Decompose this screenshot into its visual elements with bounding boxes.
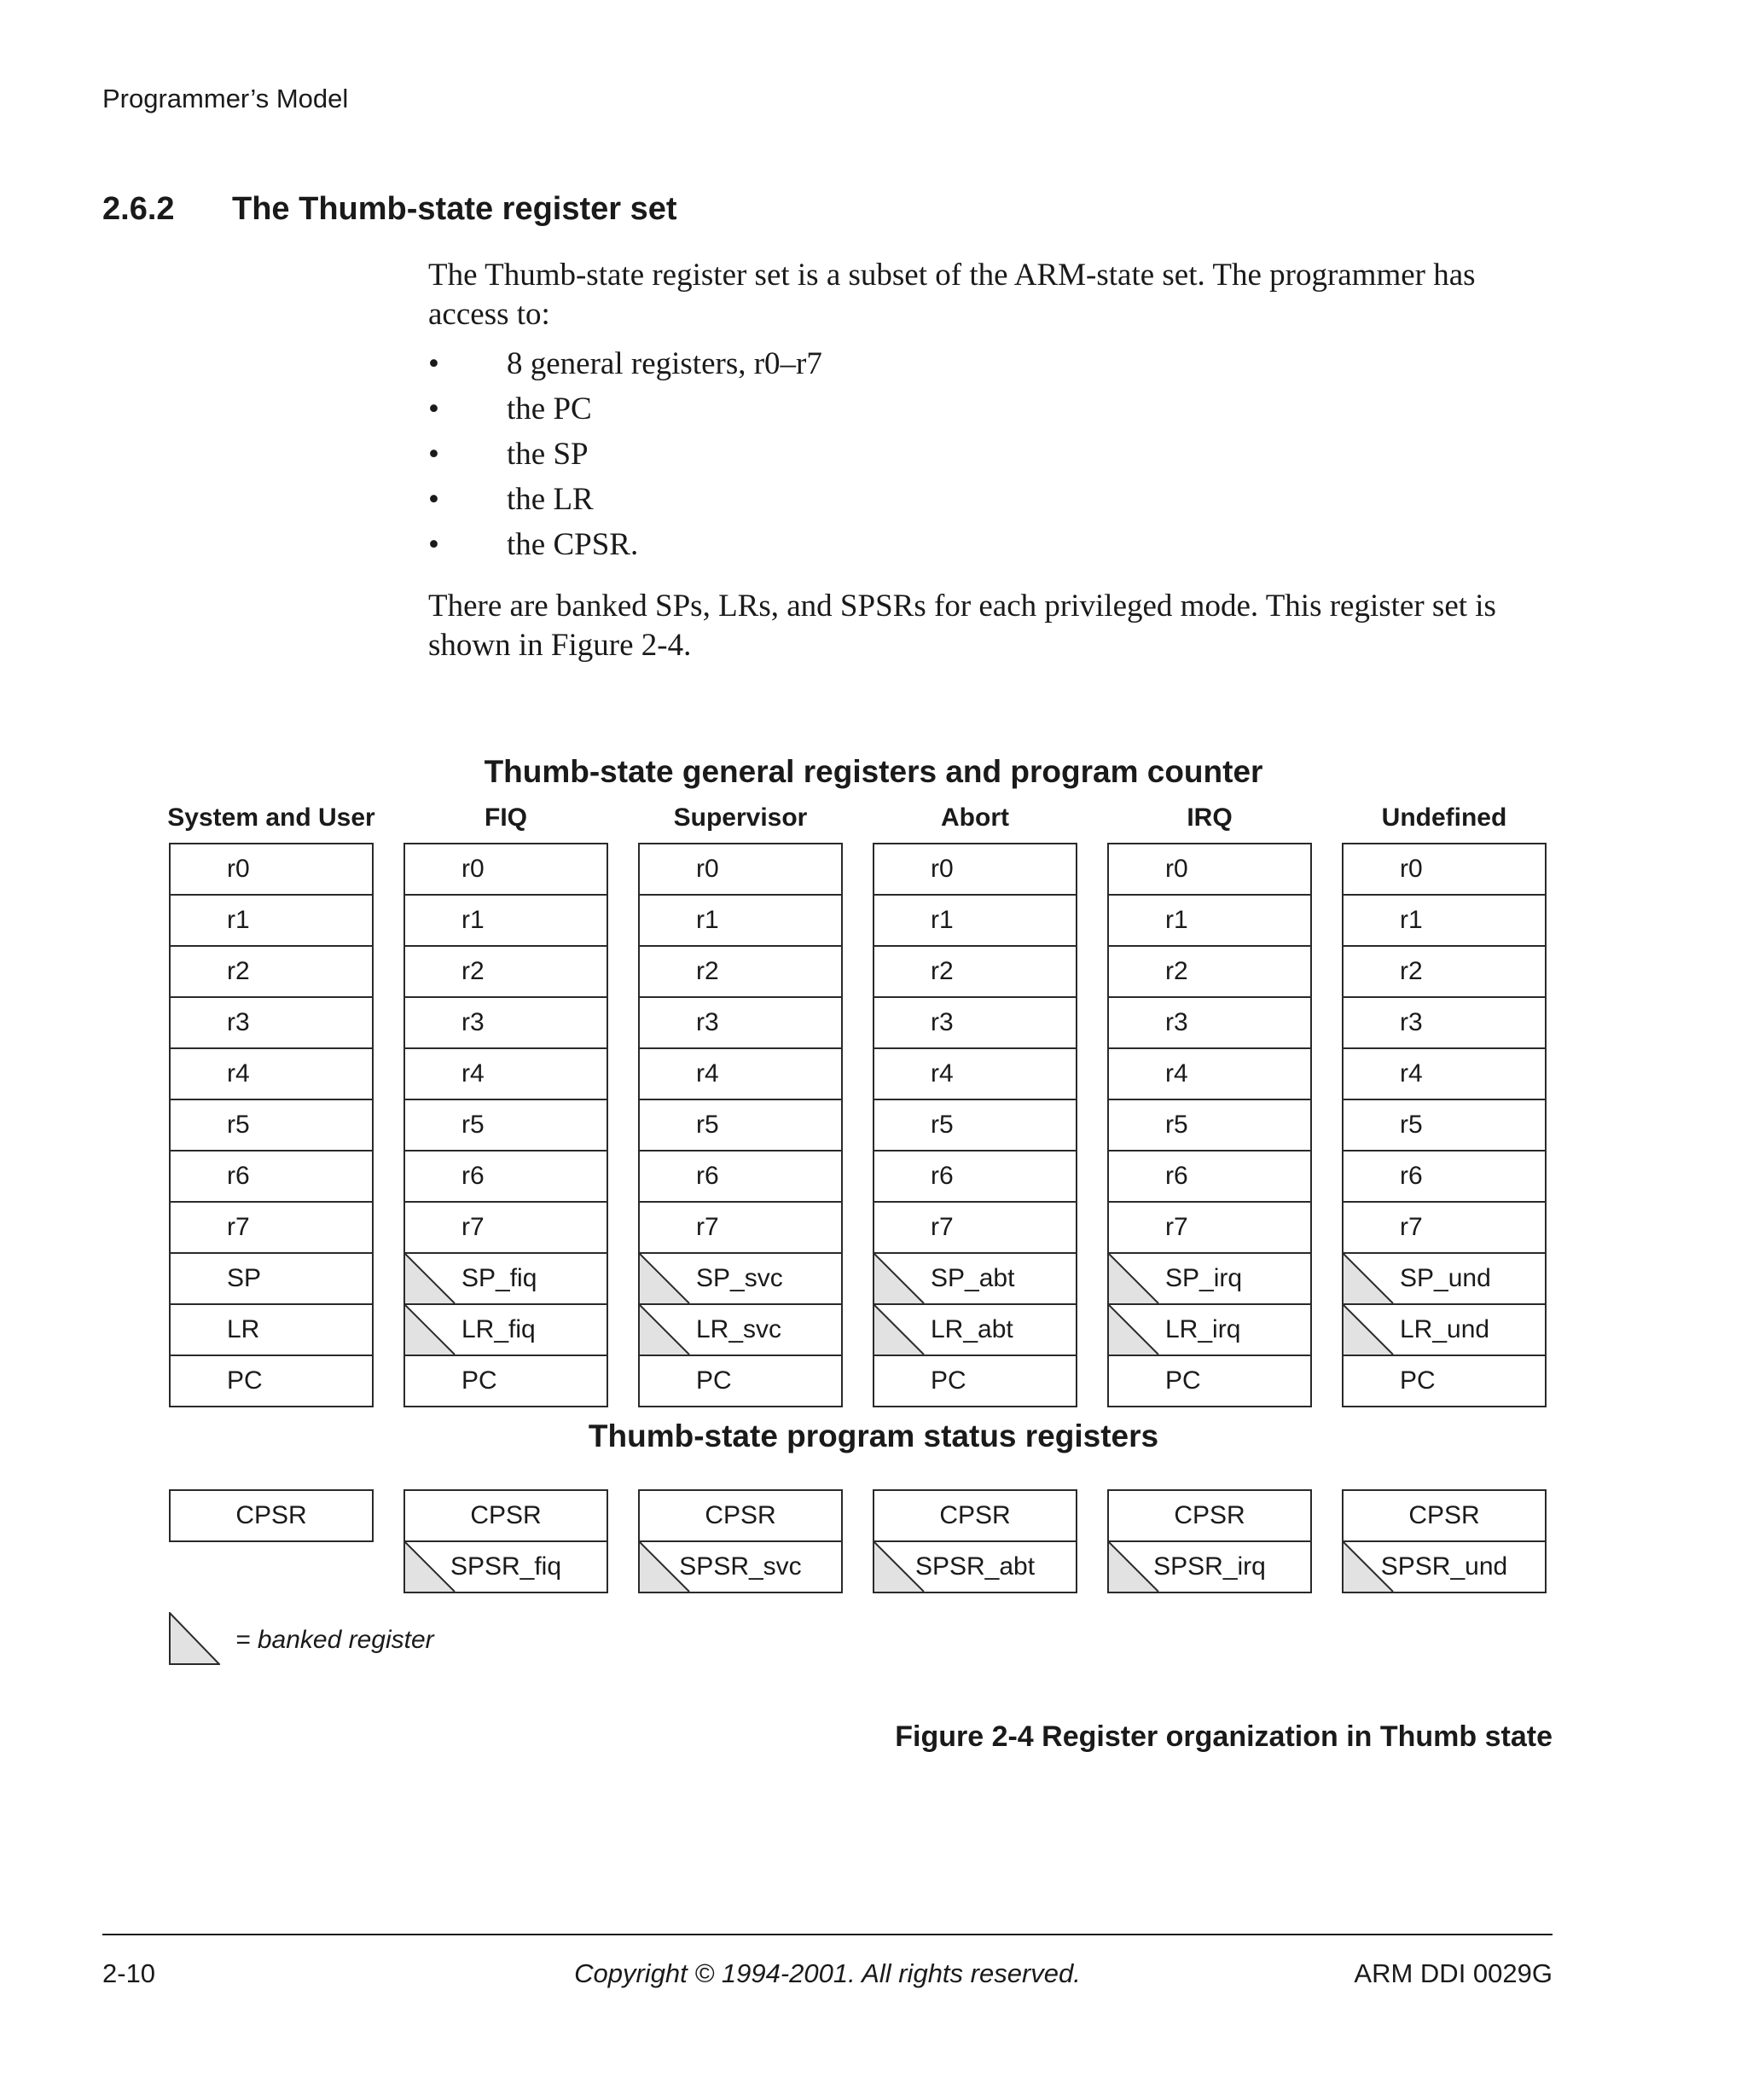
register-label: r6 — [227, 1162, 250, 1190]
register-label: r0 — [1165, 855, 1188, 883]
register-cell — [1109, 1203, 1310, 1254]
register-cell — [405, 1356, 607, 1406]
register-cell — [171, 1254, 372, 1305]
status-register-label: CPSR — [1174, 1501, 1245, 1529]
section-number: 2.6.2 — [102, 191, 175, 227]
register-cell — [405, 1254, 607, 1305]
register-cell — [1344, 1049, 1545, 1100]
register-label: r3 — [227, 1008, 250, 1036]
register-cell — [874, 1305, 1076, 1356]
register-label: LR_irq — [1165, 1315, 1241, 1343]
register-cell — [1344, 1203, 1545, 1254]
register-cell — [171, 844, 372, 896]
register-label: SP_abt — [931, 1264, 1015, 1292]
mode-header: System and User — [167, 803, 375, 832]
bullet-glyph: • — [428, 527, 439, 562]
register-column — [169, 843, 374, 1407]
register-cell — [1109, 1049, 1310, 1100]
bullet-glyph: • — [428, 346, 439, 381]
register-label: r4 — [227, 1059, 250, 1088]
figure-title-general: Thumb-state general registers and program counter — [484, 754, 1263, 789]
register-cell — [405, 1203, 607, 1254]
register-label: r0 — [696, 855, 719, 883]
register-cell — [171, 1049, 372, 1100]
figure-caption: Figure 2-4 Register organization in Thumb state — [895, 1720, 1553, 1753]
bullet-text: the LR — [507, 482, 594, 517]
register-cell — [171, 1152, 372, 1203]
register-cell — [640, 896, 841, 947]
register-label: r4 — [931, 1059, 954, 1088]
register-label: LR — [227, 1315, 260, 1343]
register-label: r2 — [931, 957, 954, 985]
legend-label: = banked register — [235, 1626, 434, 1654]
register-label: PC — [696, 1366, 732, 1395]
register-label: r6 — [1165, 1162, 1188, 1190]
mode-header: Abort — [941, 803, 1009, 832]
status-register-cell — [1109, 1542, 1310, 1592]
status-register-label: SPSR_und — [1380, 1552, 1508, 1581]
register-cell — [640, 1203, 841, 1254]
register-cell — [640, 1356, 841, 1406]
register-cell — [1344, 1356, 1545, 1406]
intro-paragraph: The Thumb-state register set is a subset of the ARM-state set. The programmer has access to: — [428, 258, 1476, 332]
register-label: PC — [1400, 1366, 1436, 1395]
register-label: r0 — [461, 855, 485, 883]
register-label: SP_fiq — [461, 1264, 537, 1292]
register-label: r7 — [227, 1213, 250, 1241]
register-cell — [1344, 896, 1545, 947]
register-label: SP_irq — [1165, 1264, 1243, 1292]
register-label: r5 — [227, 1111, 250, 1139]
banked-marker-icon — [405, 1254, 456, 1303]
register-cell — [874, 1203, 1076, 1254]
register-cell — [1344, 1254, 1545, 1305]
mode-header: IRQ — [1187, 803, 1233, 832]
bullet-glyph: • — [428, 482, 439, 517]
running-header: Programmer’s Model — [102, 84, 349, 113]
banked-marker-icon — [1344, 1254, 1395, 1303]
figure-title-status: Thumb-state program status registers — [588, 1418, 1159, 1453]
register-cell — [1344, 844, 1545, 896]
banked-register-icon — [169, 1612, 220, 1665]
bullet-list — [428, 341, 822, 567]
register-label: SP_und — [1400, 1264, 1491, 1292]
status-register-cell — [874, 1542, 1076, 1592]
register-label: r2 — [696, 957, 719, 985]
register-cell — [640, 1100, 841, 1152]
register-label: r3 — [696, 1008, 719, 1036]
register-cell — [171, 998, 372, 1049]
register-cell — [640, 1254, 841, 1305]
register-label: r1 — [696, 906, 719, 934]
register-label: r6 — [696, 1162, 719, 1190]
register-label: r1 — [461, 906, 485, 934]
register-cell — [874, 1356, 1076, 1406]
register-label: LR_abt — [931, 1315, 1013, 1343]
register-label: r4 — [1165, 1059, 1188, 1088]
register-cell — [874, 844, 1076, 896]
list-item — [428, 432, 822, 477]
register-label: r3 — [931, 1008, 954, 1036]
bullet-text: the PC — [507, 392, 592, 426]
register-column — [873, 843, 1077, 1407]
register-cell — [1109, 1305, 1310, 1356]
register-label: r1 — [1400, 906, 1423, 934]
register-cell — [405, 1100, 607, 1152]
status-register-label: CPSR — [470, 1501, 542, 1529]
register-label: r0 — [931, 855, 954, 883]
register-label: r5 — [1400, 1111, 1423, 1139]
register-label: r5 — [461, 1111, 485, 1139]
register-label: r3 — [1400, 1008, 1423, 1036]
register-label: PC — [931, 1366, 966, 1395]
register-label: r4 — [461, 1059, 485, 1088]
register-label: r2 — [1400, 957, 1423, 985]
register-cell — [640, 1049, 841, 1100]
status-register-label: SPSR_svc — [679, 1552, 802, 1581]
banked-marker-icon — [405, 1305, 456, 1355]
register-label: LR_fiq — [461, 1315, 536, 1343]
register-label: r1 — [1165, 906, 1188, 934]
status-register-cell — [640, 1491, 841, 1542]
register-label: r5 — [696, 1111, 719, 1139]
register-column — [638, 843, 843, 1407]
status-register-column — [638, 1489, 843, 1593]
register-label: r7 — [1400, 1213, 1423, 1241]
list-item — [428, 522, 822, 567]
register-label: r2 — [227, 957, 250, 985]
register-cell — [405, 844, 607, 896]
register-cell — [874, 1100, 1076, 1152]
copyright-notice: Copyright © 1994-2001. All rights reserved. — [574, 1958, 1081, 1988]
register-label: r4 — [1400, 1059, 1423, 1088]
register-cell — [874, 1049, 1076, 1100]
register-label: r2 — [1165, 957, 1188, 985]
status-register-cell — [1109, 1491, 1310, 1542]
status-register-cell — [640, 1542, 841, 1592]
register-cell — [405, 896, 607, 947]
section-title: The Thumb-state register set — [232, 191, 677, 227]
register-cell — [171, 1356, 372, 1406]
register-cell — [640, 1152, 841, 1203]
register-label: PC — [227, 1366, 263, 1395]
banked-marker-icon — [1109, 1542, 1160, 1592]
register-cell — [1344, 1305, 1545, 1356]
register-cell — [1109, 844, 1310, 896]
register-cell — [1344, 1152, 1545, 1203]
document-id: ARM DDI 0029G — [1354, 1958, 1553, 1988]
status-register-label: SPSR_fiq — [450, 1552, 562, 1581]
register-label: r3 — [461, 1008, 485, 1036]
register-label: r1 — [227, 906, 250, 934]
banked-marker-icon — [874, 1305, 926, 1355]
register-cell — [1109, 1152, 1310, 1203]
register-cell — [405, 1305, 607, 1356]
status-register-label: CPSR — [939, 1501, 1011, 1529]
status-register-column — [403, 1489, 608, 1593]
register-label: r3 — [1165, 1008, 1188, 1036]
register-cell — [1109, 947, 1310, 998]
register-cell — [640, 947, 841, 998]
footer-rule — [102, 1934, 1553, 1935]
register-cell — [171, 1100, 372, 1152]
status-register-cell — [1344, 1542, 1545, 1592]
register-label: r6 — [931, 1162, 954, 1190]
register-label: r6 — [1400, 1162, 1423, 1190]
status-register-label: SPSR_abt — [914, 1552, 1036, 1581]
register-cell — [1344, 1100, 1545, 1152]
banked-marker-icon — [1109, 1305, 1160, 1355]
register-column — [1342, 843, 1547, 1407]
register-label: r7 — [1165, 1213, 1188, 1241]
register-label: r7 — [696, 1213, 719, 1241]
register-cell — [171, 1203, 372, 1254]
status-register-column — [169, 1489, 374, 1542]
register-label: PC — [1165, 1366, 1201, 1395]
page-number: 2-10 — [102, 1958, 156, 1988]
register-cell — [405, 998, 607, 1049]
banked-marker-icon — [640, 1305, 691, 1355]
status-register-label: CPSR — [1408, 1501, 1480, 1529]
register-cell — [874, 947, 1076, 998]
register-label: r0 — [1400, 855, 1423, 883]
banked-marker-icon — [640, 1254, 691, 1303]
register-cell — [1109, 896, 1310, 947]
banked-marker-icon — [405, 1542, 456, 1592]
register-cell — [1109, 1356, 1310, 1406]
list-item — [428, 341, 822, 386]
register-label: SP_svc — [696, 1264, 783, 1292]
bullet-glyph: • — [428, 392, 439, 426]
mode-header: Undefined — [1381, 803, 1507, 832]
register-cell — [405, 1049, 607, 1100]
register-label: PC — [461, 1366, 497, 1395]
register-cell — [1109, 1254, 1310, 1305]
register-cell — [874, 998, 1076, 1049]
register-cell — [1344, 947, 1545, 998]
status-register-cell — [1344, 1491, 1545, 1542]
status-register-label: SPSR_irq — [1153, 1552, 1266, 1581]
register-cell — [874, 1254, 1076, 1305]
register-label: r5 — [1165, 1111, 1188, 1139]
status-register-label: CPSR — [705, 1501, 776, 1529]
bullet-text: the SP — [507, 437, 589, 472]
register-cell — [640, 1305, 841, 1356]
register-label: r7 — [461, 1213, 485, 1241]
section-heading — [102, 191, 677, 228]
register-label: r1 — [931, 906, 954, 934]
register-cell — [1109, 1100, 1310, 1152]
mode-header: FIQ — [485, 803, 527, 832]
register-label: r2 — [461, 957, 485, 985]
register-label: r4 — [696, 1059, 719, 1088]
register-label: LR_und — [1400, 1315, 1490, 1343]
banked-marker-icon — [874, 1254, 926, 1303]
status-register-cell — [405, 1542, 607, 1592]
register-label: r5 — [931, 1111, 954, 1139]
list-item — [428, 477, 822, 522]
register-column — [403, 843, 608, 1407]
register-cell — [640, 998, 841, 1049]
register-label: r7 — [931, 1213, 954, 1241]
status-register-cell — [171, 1491, 372, 1540]
outro-paragraph: There are banked SPs, LRs, and SPSRs for each privileged mode. This register set is shown in Figure 2-4. — [428, 589, 1496, 663]
register-cell — [171, 896, 372, 947]
register-cell — [405, 947, 607, 998]
register-cell — [874, 896, 1076, 947]
status-register-label: CPSR — [235, 1501, 307, 1529]
register-cell — [171, 1305, 372, 1356]
bullet-glyph: • — [428, 437, 439, 472]
register-cell — [640, 844, 841, 896]
register-column — [1107, 843, 1312, 1407]
register-cell — [171, 947, 372, 998]
bullet-text: the CPSR. — [507, 527, 639, 562]
status-register-column — [1342, 1489, 1547, 1593]
status-register-column — [1107, 1489, 1312, 1593]
bullet-text: 8 general registers, r0–r7 — [507, 346, 822, 381]
mode-header: Supervisor — [673, 803, 808, 832]
register-label: r0 — [227, 855, 250, 883]
banked-marker-icon — [1344, 1305, 1395, 1355]
status-register-cell — [874, 1491, 1076, 1542]
register-cell — [874, 1152, 1076, 1203]
banked-marker-icon — [1109, 1254, 1160, 1303]
register-label: LR_svc — [696, 1315, 782, 1343]
status-register-column — [873, 1489, 1077, 1593]
register-label: SP — [227, 1264, 262, 1292]
status-register-cell — [405, 1491, 607, 1542]
register-label: r6 — [461, 1162, 485, 1190]
register-cell — [1344, 998, 1545, 1049]
list-item — [428, 386, 822, 432]
register-cell — [405, 1152, 607, 1203]
register-cell — [1109, 998, 1310, 1049]
